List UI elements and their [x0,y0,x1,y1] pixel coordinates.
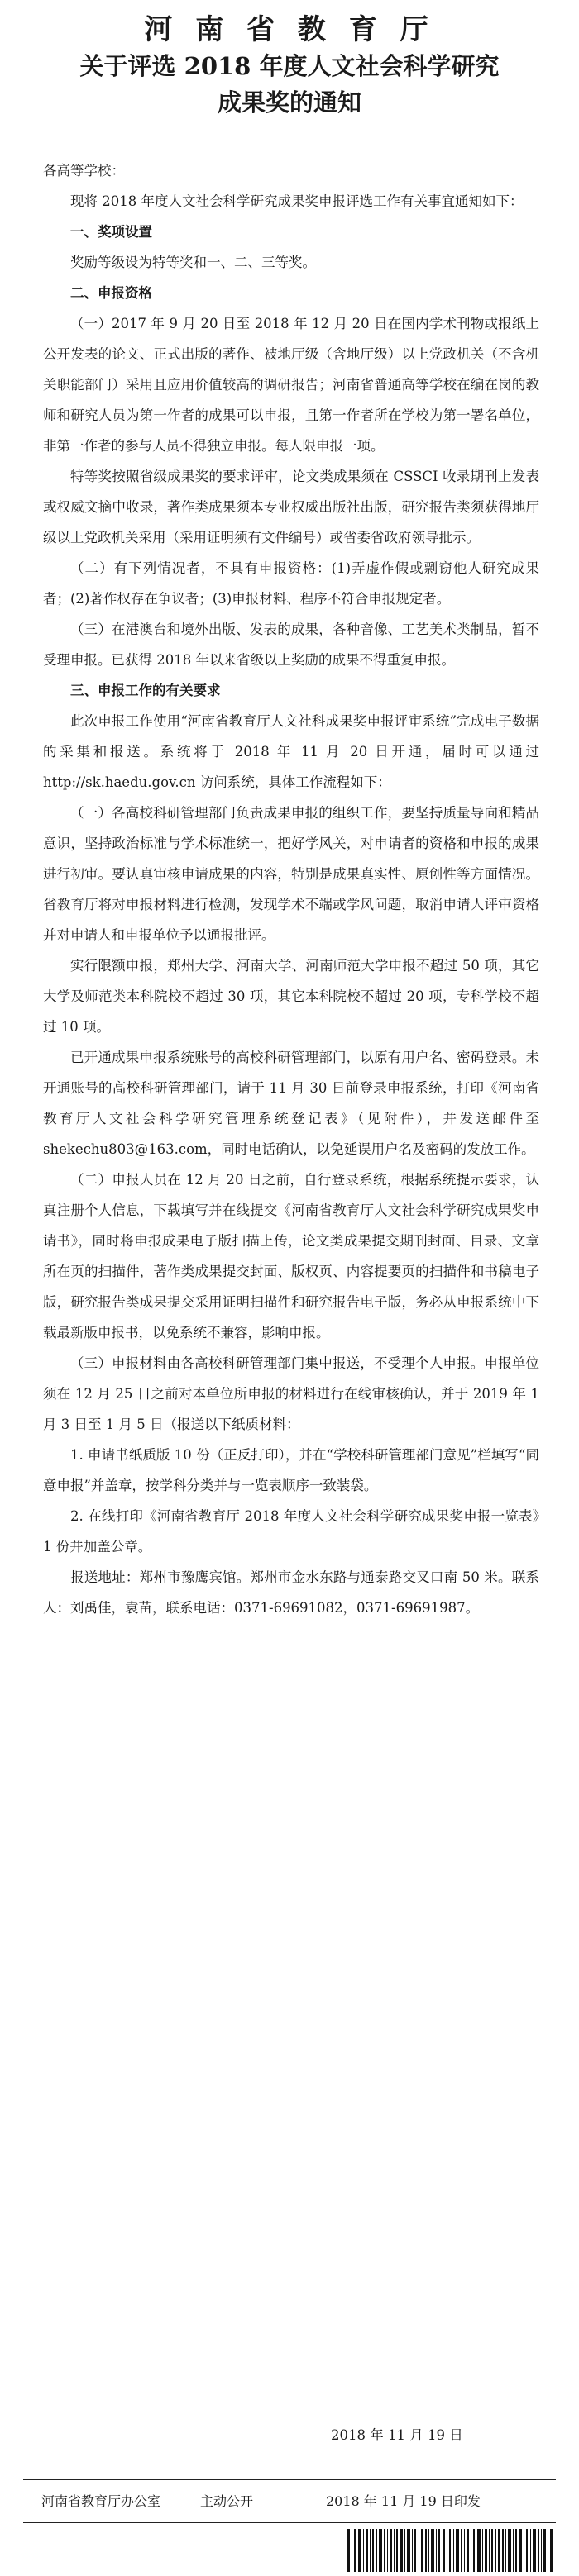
footer-bottom-rule [23,2522,556,2523]
footer-disclosure: 主动公开 [200,2493,254,2509]
paragraph: （三）申报材料由各高校科研管理部门集中报送，不受理个人申报。申报单位须在 12 月 25 日之前对本单位所申报的材料进行在线审核确认，并于 2019 年 1 月 3 日至 1 月 5 日（报送以下纸质材料： [43,1355,539,1432]
document-body [43,140,539,1623]
document-title-line2: 成果奖的通知 [217,88,361,117]
paragraph: （二）有下列情况者，不具有申报资格：(1)弄虚作假或剽窃他人研究成果者；(2)著作权存在争议者；(3)申报材料、程序不符合申报规定者。 [43,560,539,607]
salutation: 各高等学校： [43,163,125,179]
section-heading-2: 二、申报资格 [70,285,152,301]
paragraph: 此次申报工作使用“河南省教育厅人文社科成果奖申报评审系统”完成电子数据的采集和报送。系统将于 2018 年 11 月 20 日开通，届时可以通过 http://sk.haedu.gov.cn 访问系统，具体工作流程如下： [43,713,539,790]
list-item: 1. 申请书纸质版 10 份（正反打印），并在“学校科研管理部门意见”栏填写“同意申报”并盖章，按学科分类并与一览表顺序一致装袋。 [43,1447,539,1493]
intro-paragraph: 现将 2018 年度人文社会科学研究成果奖申报评选工作有关事宜通知如下： [70,193,524,209]
paragraph: （二）申报人员在 12 月 20 日之前，自行登录系统，根据系统提示要求，认真注册个人信息，下载填写并在线提交《河南省教育厅人文社会科学研究成果奖申请书》，同时将申报成果电子版扫描上传，论文类成果提交期刊封面、目录、文章所在页的扫描件，著作类成果提交封面、版权页、内容提要页的扫描件和书稿电子版，研究报告类成果提交采用证明扫描件和研究报告电子版，务必从申报系统中下载最新版申报书，以免系统不兼容，影响申报。 [43,1172,539,1340]
footer-issuer: 河南省教育厅办公室 [41,2493,161,2509]
paragraph: 实行限额申报，郑州大学、河南大学、河南师范大学申报不超过 50 项，其它大学及师范类本科院校不超过 30 项，其它本科院校不超过 20 项，专科学校不超过 10 项。 [43,958,539,1035]
paragraph: 特等奖按照省级成果奖的要求评审，论文类成果须在 CSSCI 收录期刊上发表或权威文摘中收录，著作类成果须本专业权威出版社出版，研究报告类须获得地厅级以上党政机关采用（采用证明须有文件编号）或省委省政府领导批示。 [43,469,539,545]
paragraph: （一）各高校科研管理部门负责成果申报的组织工作，要坚持质量导向和精品意识，坚持政治标准与学术标准统一，把好学风关，对申请者的资格和申报的成果进行初审。要认真审核申请成果的内容，特别是成果真实性、原创性等方面情况。省教育厅将对申报材料进行检测，发现学术不端或学风问题，取消申请人评审资格并对申请人和申报单位予以通报批评。 [43,805,539,943]
paragraph: 奖励等级设为特等奖和一、二、三等奖。 [70,255,316,270]
barcode-icon [347,2527,554,2574]
document-title-line1: 关于评选 2018 年度人文社会科学研究 [79,52,500,80]
list-item: 2. 在线打印《河南省教育厅 2018 年度人文社会科学研究成果奖申报一览表》1 份并加盖公章。 [43,1508,539,1555]
contact-paragraph: 报送地址：郑州市豫鹰宾馆。郑州市金水东路与通泰路交叉口南 50 米。联系人：刘禹佳，袁苗，联系电话：0371-69691082，0371-69691987。 [43,1569,539,1616]
signature-date: 2018 年 11 月 19 日 [331,2427,463,2443]
paragraph: （一）2017 年 9 月 20 日至 2018 年 12 月 20 日在国内学术刊物或报纸上公开发表的论文、正式出版的著作、被地厅级（含地厅级）以上党政机关（不含机关职能部门）采用且应用价值较高的调研报告；河南省普通高等学校在编在岗的教师和研究人员为第一作者的成果可以申报，且第一作者所在学校为第一署名单位，非第一作者的参与人员不得独立申报。每人限申报一项。 [43,316,539,454]
section-heading-1: 一、奖项设置 [70,224,152,240]
issuing-authority: 河 南 省 教 育 厅 [144,13,435,46]
footer-print-date: 2018 年 11 月 19 日印发 [326,2493,481,2509]
section-heading-3: 三、申报工作的有关要求 [70,683,221,698]
footer-top-rule [23,2479,556,2480]
paragraph: （三）在港澳台和境外出版、发表的成果，各种音像、工艺美术类制品，暂不受理申报。已获得 2018 年以来省级以上奖励的成果不得重复申报。 [43,621,539,668]
paragraph: 已开通成果申报系统账号的高校科研管理部门，以原有用户名、密码登录。未开通账号的高校科研管理部门，请于 11 月 30 日前登录申报系统，打印《河南省教育厅人文社会科学研究管理系统登记表》（见附件），并发送邮件至 shekechu803@163.com，同时电话确认，以免延误用户名及密码的发放工作。 [43,1050,539,1157]
